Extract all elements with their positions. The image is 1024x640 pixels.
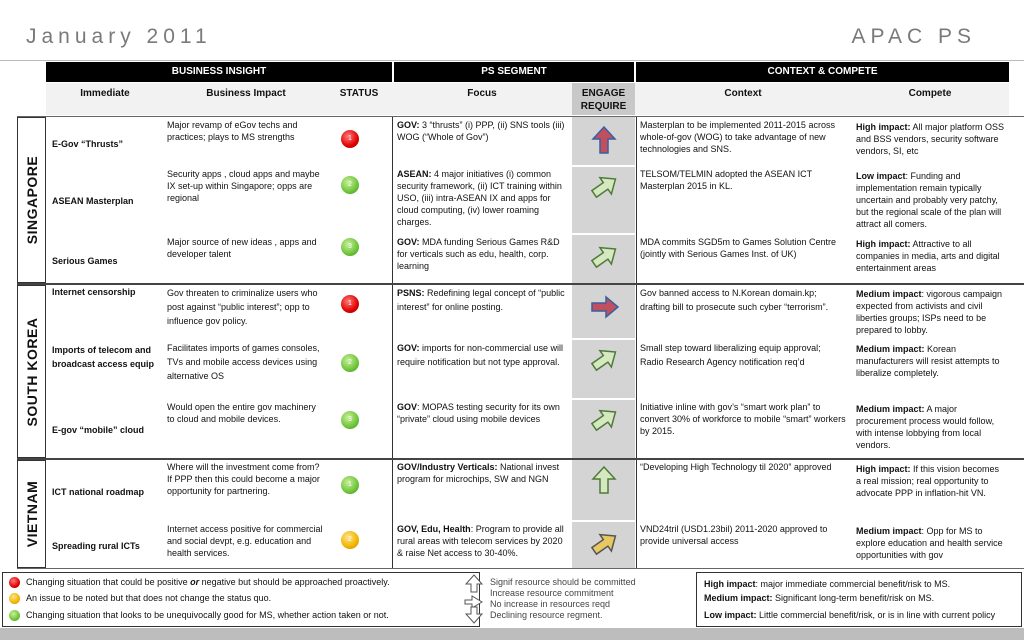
legend-arrow-2: Increase resource commitment (490, 588, 614, 598)
compete-cell: High impact: If this vision becomes a real mission; real opportunity to advocate PPP in inflation-hit VN. (856, 464, 1000, 498)
context-cell: Gov banned access to N.Korean domain.kp; drafting bill to prosecute such cyber “terrorism”. (640, 288, 829, 312)
slide-header (0, 0, 1024, 61)
focus-cell: GOV, Edu, Health: Program to provide all rural areas with telecom services by 2020 & raise Net access to 30-40%. (397, 524, 564, 558)
date-title: January 2011 (26, 25, 212, 48)
impact-cell: Security apps , cloud apps and maybe IX set-up within Singapore; opps are regional (167, 169, 320, 203)
impact-cell: Internet access positive for commercial and social devpt, e.g. education and health services. (167, 524, 323, 558)
divider-context (636, 117, 637, 568)
compete-cell: Medium impact: Opp for MS to explore education and health service opportunities with gov (856, 526, 1003, 560)
compete-cell: High impact: All major platform OSS and BSS vendors, security software vendors, SI, etc (856, 122, 1005, 156)
focus-cell: GOV: imports for non-commercial use will require notification but not type approval. (397, 343, 564, 367)
green-dot-icon (9, 610, 20, 621)
status-dot: 1 (341, 130, 359, 148)
context-cell: Small step toward liberalizing equip approval; Radio Research Agency notification req’d (640, 343, 821, 367)
engage-arrow-icon (589, 346, 619, 374)
context-cell: “Developing High Technology til 2020” approved (640, 462, 832, 472)
yellow-dot-icon (9, 593, 20, 604)
engage-arrow-icon (589, 406, 619, 434)
country-label: SINGAPORE (23, 155, 40, 245)
col-focus: Focus (467, 88, 497, 99)
footer-bar (0, 628, 1024, 640)
legend-red-row (9, 577, 390, 588)
col-status: STATUS (339, 88, 379, 99)
country-label: VIETNAM (23, 480, 40, 548)
engage-row-gap (572, 398, 635, 400)
immediate-cell: Spreading rural ICTs (52, 541, 140, 551)
focus-cell: GOV: MDA funding Serious Games R&D for verticals such as edu, health, corp. learning (397, 237, 560, 271)
engage-arrow-icon (589, 293, 619, 321)
status-dot: 3 (341, 411, 359, 429)
col-immediate: Immediate (80, 88, 130, 99)
legend-arrow-1: Signif resource should be committed (490, 577, 636, 587)
brand-title: APAC PS (851, 25, 976, 48)
immediate-cell: E-Gov “Thrusts” (52, 139, 124, 149)
legend-status (2, 572, 480, 627)
context-cell: TELSOM/TELMIN adopted the ASEAN ICT Masterplan 2015 in KL. (640, 169, 812, 191)
section-sep (17, 458, 1024, 460)
compete-cell: Low impact: Funding and implementation remain typically uncertain and probably very patchy, but the regional scale of the plan will attract all comers. (856, 171, 1002, 229)
immediate-cell: ASEAN Masterplan (52, 196, 134, 206)
focus-cell: ASEAN: 4 major initiatives (i) common security framework, (ii) ICT training within USO, (iii) intra-ASEAN IX and apps for cloud computing, (iv) lower roaming charges. (397, 169, 562, 227)
compete-cell: High impact: Attractive to all companies in media, arts and digital entertainment areas (856, 239, 1000, 273)
engage-row-gap (572, 338, 635, 340)
immediate-cell: Serious Games (52, 256, 118, 266)
group-context-compete: CONTEXT & COMPETE (636, 62, 1009, 82)
divider-focus (392, 117, 393, 568)
engage-arrow-icon (589, 126, 619, 154)
compete-cell: Medium impact: vigorous campaign expected from activists and civil liberties groups; ISPs need to be prepared to lobby. (856, 289, 1003, 335)
engage-arrow-icon (589, 466, 619, 494)
col-compete: Compete (908, 88, 952, 99)
immediate-cell: ICT national roadmap (52, 487, 145, 497)
context-cell: VND24tril (USD1.23bil) 2011-2020 approved to provide universal access (640, 524, 828, 546)
status-dot: 2 (341, 354, 359, 372)
country-south-korea (17, 285, 46, 458)
country-singapore (17, 117, 46, 283)
col-business-impact: Business Impact (206, 88, 286, 99)
legend-green-row (9, 610, 389, 621)
impact-cell: Gov threaten to criminalize users who post against “public interest”; opp to influence gov policy. (167, 288, 318, 326)
section-sep (17, 116, 1024, 117)
impact-cell: Major revamp of eGov techs and practices; plays to MS strengths (167, 120, 298, 142)
col-context: Context (724, 88, 762, 99)
context-cell: MDA commits SGD5m to Games Solution Centre (jointly with Serious Games Inst. of UK) (640, 237, 837, 259)
legend-arrows-icon (463, 574, 485, 624)
impact-cell: Would open the entire gov machinery to cloud and mobile devices. (167, 402, 316, 424)
status-dot: 1 (341, 476, 359, 494)
status-dot: 3 (341, 238, 359, 256)
group-business-insight: BUSINESS INSIGHT (46, 62, 392, 82)
legend-arrow-3: No increase in resources reqd (490, 599, 611, 609)
engage-arrow-icon (589, 173, 619, 201)
legend-yellow-text: An issue to be noted but that does not change the status quo. (26, 593, 272, 603)
status-dot: 1 (341, 295, 359, 313)
col-engage: ENGAGE REQUIRE (572, 83, 635, 115)
legend-high: High impact: major immediate commercial benefit/risk to MS. (704, 579, 951, 589)
focus-cell: PSNS: Redefining legal concept of “public interest” for online posting. (397, 288, 565, 312)
country-vietnam (17, 460, 46, 568)
engage-row-gap (572, 520, 635, 522)
focus-cell: GOV: MOPAS testing security for its own “private” cloud using mobile devices (397, 402, 560, 424)
status-dot: 2 (341, 531, 359, 549)
impact-cell: Facilitates imports of games consoles, TVs and mobile access devices using alternative OS (167, 343, 320, 381)
immediate-cell: Internet censorship (52, 287, 136, 297)
section-sep (17, 283, 1024, 285)
engage-arrow-icon (589, 243, 619, 271)
compete-cell: Medium impact: Korean manufacturers will resist attempts to liberalize completely. (856, 344, 1000, 378)
status-dot: 2 (341, 176, 359, 194)
legend-low: Low impact: Little commercial benefit/risk, or is in line with current policy (704, 610, 996, 620)
context-cell: Masterplan to be implemented 2011-2015 across whole-of-gov (WOG) to take advantage of new technologies and SNS. (640, 120, 835, 154)
section-sep (17, 568, 1024, 569)
impact-cell: Major source of new ideas , apps and developer talent (167, 237, 317, 259)
legend-arrow-4: Declining resource regment. (490, 610, 603, 620)
legend-green-text: Changing situation that looks to be unequivocally good for MS, whether action taken or not. (26, 610, 389, 620)
focus-cell: GOV/Industry Verticals: National invest program for microchips, SW and NGN (397, 462, 560, 484)
engage-arrow-icon (589, 530, 619, 558)
immediate-cell: E-gov “mobile” cloud (52, 425, 145, 435)
legend-red-text: Changing situation that could be positive or negative but should be approached proactively. (26, 577, 390, 587)
immediate-cell: Imports of telecom and broadcast access equip (52, 345, 155, 369)
engage-row-gap (572, 233, 635, 235)
legend-medium: Medium impact: Significant long-term benefit/risk on MS. (704, 593, 935, 603)
legend-impact (696, 572, 1022, 627)
legend-arrow-list (490, 577, 636, 621)
legend-yellow-row (9, 593, 271, 604)
group-ps-segment: PS SEGMENT (394, 62, 634, 82)
engage-row-gap (572, 165, 635, 167)
context-cell: Initiative inline with gov’s “smart work plan” to convert 30% of workforce to mobile “smart” workers by 2015. (640, 402, 846, 436)
impact-cell: Where will the investment come from? If PPP then this could become a major opportunity for partnering. (167, 462, 320, 496)
focus-cell: GOV: 3 “thrusts” (i) PPP, (ii) SNS tools (iii) WOG (“Whole of Gov”) (397, 120, 565, 142)
red-dot-icon (9, 577, 20, 588)
legend-arrows (463, 572, 693, 627)
country-label: SOUTH KOREA (23, 317, 40, 426)
compete-cell: Medium impact: A major procurement process would follow, with intense lobbying from local vendors. (856, 404, 995, 450)
